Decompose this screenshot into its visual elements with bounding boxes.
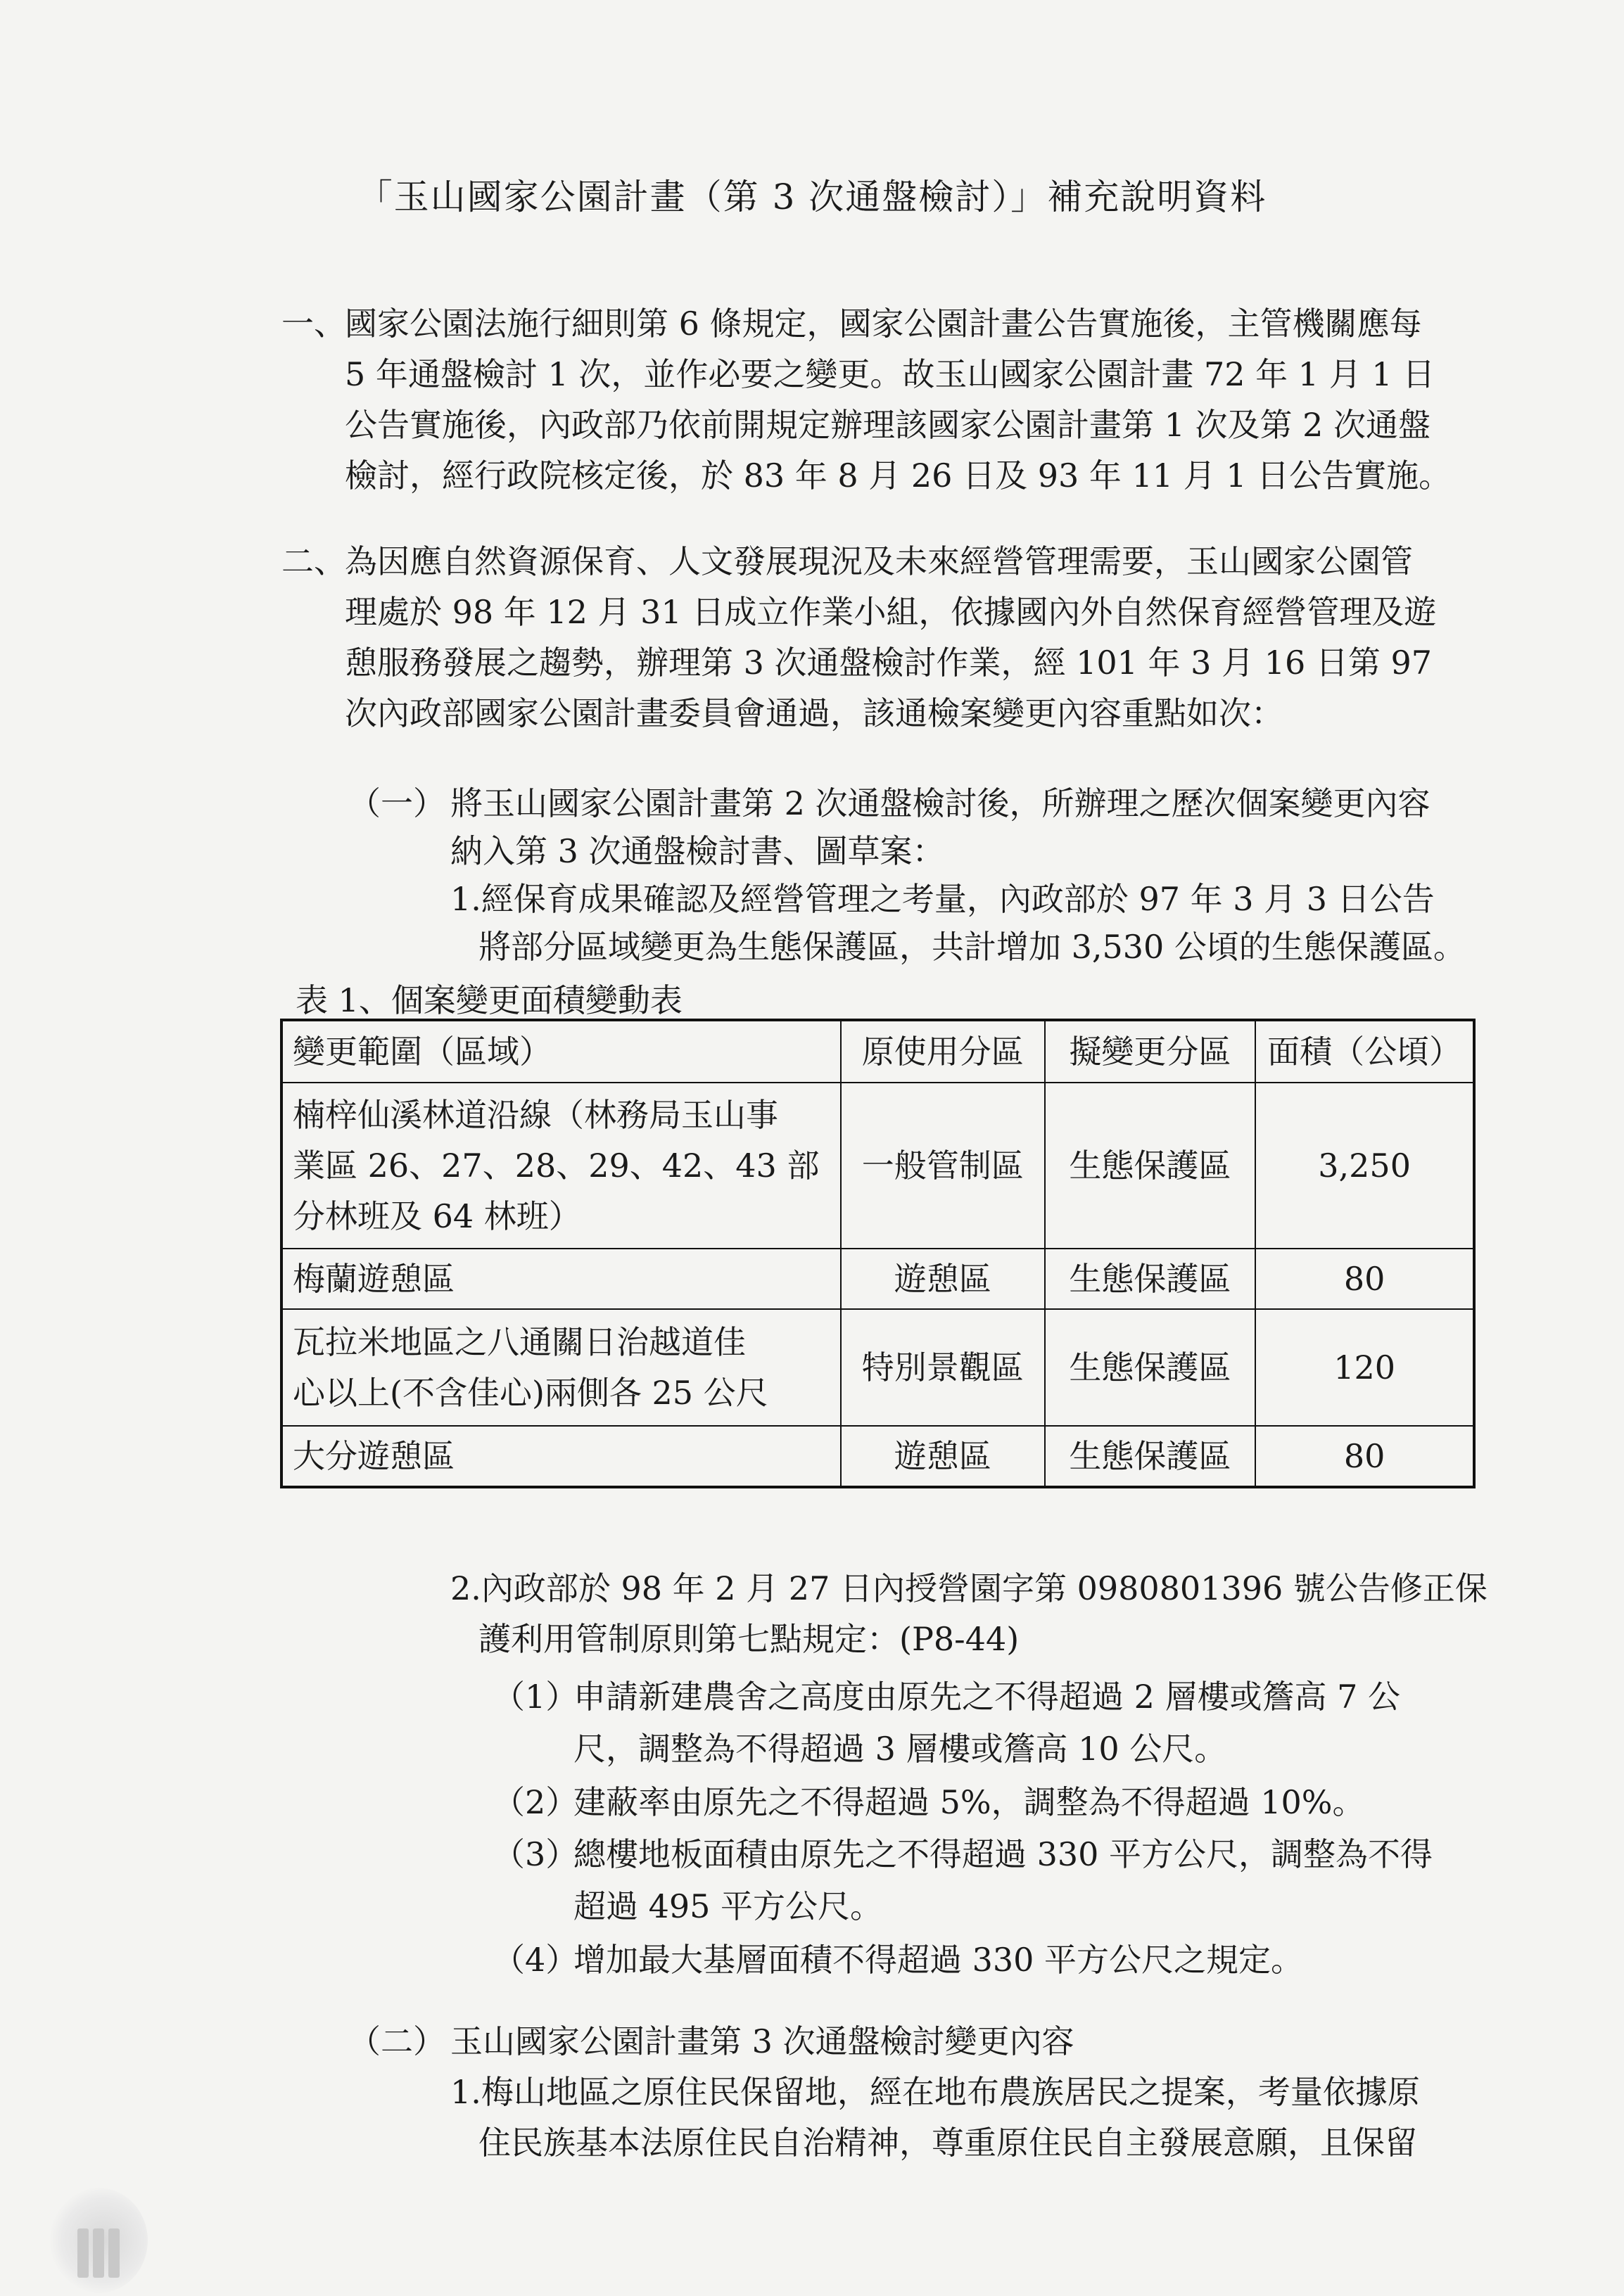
table-header-orig: 原使用分區: [841, 1021, 1045, 1083]
scan-watermark-icon: [49, 2188, 148, 2293]
section1-line-3: 公告實施後，內政部乃依前開規定辦理該國家公園計畫第 1 次及第 2 次通盤: [345, 406, 1431, 444]
table-cell-new: 生態保護區: [1045, 1309, 1256, 1426]
table-row: [282, 1083, 1473, 1249]
table-cell-orig: 遊憩區: [841, 1249, 1045, 1309]
subitem3-line-1: 總樓地板面積由原先之不得超過 330 平方公尺，調整為不得: [573, 1835, 1433, 1873]
section2-marker: 二、: [281, 542, 346, 580]
subitem4-marker: （4）: [493, 1941, 578, 1979]
table-header-new: 擬變更分區: [1045, 1021, 1256, 1083]
table-cell-orig: 遊憩區: [841, 1426, 1045, 1486]
table-cell-orig: 特別景觀區: [841, 1309, 1045, 1426]
subitem3-line-2: 超過 495 平方公尺。: [573, 1887, 883, 1925]
table-cell-orig: 一般管制區: [841, 1083, 1045, 1249]
section1-line-1: 國家公園法施行細則第 6 條規定，國家公園計畫公告實施後，主管機關應每: [345, 305, 1422, 343]
area-line: 梅蘭遊憩區: [293, 1260, 455, 1298]
table-header-row: [282, 1021, 1473, 1083]
table-cell-size: 3,250: [1255, 1083, 1473, 1249]
subitem1-marker: （1）: [493, 1678, 578, 1716]
table-caption: 表 1、個案變更面積變動表: [296, 981, 683, 1019]
subitem1-line-1: 申請新建農舍之高度由原先之不得超過 2 層樓或簷高 7 公: [573, 1678, 1401, 1716]
section1-line-4: 檢討，經行政院核定後，於 83 年 8 月 26 日及 93 年 11 月 1 日公告實施。: [345, 457, 1452, 495]
sub1-marker: （一）: [348, 784, 445, 822]
table-cell-new: 生態保護區: [1045, 1083, 1256, 1249]
sub2-item1-line-1: 1.梅山地區之原住民保留地，經在地布農族居民之提案，考量依據原: [450, 2073, 1420, 2111]
section2-line-2: 理處於 98 年 12 月 31 日成立作業小組，依據國內外自然保育經營管理及遊: [345, 593, 1437, 631]
section1-line-2: 5 年通盤檢討 1 次，並作必要之變更。故玉山國家公園計畫 72 年 1 月 1 日: [345, 355, 1435, 393]
area-change-table: [281, 1020, 1474, 1487]
area-line: 大分遊憩區: [293, 1437, 455, 1475]
table-header-area: 變更範圍（區域）: [282, 1021, 841, 1083]
area-line: 分林班及 64 林班）: [293, 1197, 581, 1235]
sub2-item1-line-2: 住民族基本法原住民自治精神，尊重原住民自主發展意願，且保留: [478, 2124, 1417, 2162]
table-cell-area: [282, 1309, 841, 1426]
sub1-line-2: 納入第 3 次通盤檢討書、圖草案：: [450, 832, 945, 870]
area-line: 業區 26、27、28、29、42、43 部: [293, 1147, 820, 1185]
section2-line-3: 憩服務發展之趨勢，辦理第 3 次通盤檢討作業，經 101 年 3 月 16 日第 97: [345, 644, 1432, 682]
table-cell-area: [282, 1083, 841, 1249]
table-row: [282, 1249, 1473, 1309]
table-cell-size: 120: [1255, 1309, 1473, 1426]
table-cell-area: [282, 1426, 841, 1486]
sub1-item1-line-1: 1.經保育成果確認及經營管理之考量，內政部於 97 年 3 月 3 日公告: [450, 880, 1435, 918]
item2-line-1: 2.內政部於 98 年 2 月 27 日內授營園字第 0980801396 號公告修正保: [450, 1569, 1487, 1607]
subitem1-line-2: 尺，調整為不得超過 3 層樓或簷高 10 公尺。: [573, 1730, 1227, 1768]
table-header-size: 面積（公頃）: [1255, 1021, 1473, 1083]
page-title: 「玉山國家公園計畫（第 3 次通盤檢討）」補充說明資料: [357, 177, 1267, 217]
table-cell-area: [282, 1249, 841, 1309]
area-line: 楠梓仙溪林道沿線（林務局玉山事: [293, 1096, 778, 1134]
section2-line-4: 次內政部國家公園計畫委員會通過，該通檢案變更內容重點如次：: [345, 694, 1283, 732]
section2-line-1: 為因應自然資源保育、人文發展現況及未來經營管理需要，玉山國家公園管: [345, 542, 1413, 580]
subitem2-marker: （2）: [493, 1783, 578, 1821]
sub2-marker: （二）: [348, 2022, 445, 2060]
subitem2-line-1: 建蔽率由原先之不得超過 5%，調整為不得超過 10%。: [573, 1783, 1365, 1821]
section1-marker: 一、: [281, 305, 346, 343]
subitem3-marker: （3）: [493, 1835, 578, 1873]
table-row: [282, 1309, 1473, 1426]
sub1-line-1: 將玉山國家公園計畫第 2 次通盤檢討後，所辦理之歷次個案變更內容: [450, 784, 1430, 822]
table-row: [282, 1426, 1473, 1486]
table-cell-new: 生態保護區: [1045, 1249, 1256, 1309]
subitem4-line-1: 增加最大基層面積不得超過 330 平方公尺之規定。: [573, 1941, 1304, 1979]
table-cell-size: 80: [1255, 1249, 1473, 1309]
item2-line-2: 護利用管制原則第七點規定：(P8-44): [478, 1620, 1020, 1658]
table-cell-size: 80: [1255, 1426, 1473, 1486]
table-cell-new: 生態保護區: [1045, 1426, 1256, 1486]
sub1-item1-line-2: 將部分區域變更為生態保護區，共計增加 3,530 公頃的生態保護區。: [478, 928, 1466, 966]
area-line: 心以上(不含佳心)兩側各 25 公尺: [293, 1374, 768, 1412]
area-line: 瓦拉米地區之八通關日治越道佳: [293, 1323, 746, 1361]
sub2-heading: 玉山國家公園計畫第 3 次通盤檢討變更內容: [450, 2022, 1074, 2060]
